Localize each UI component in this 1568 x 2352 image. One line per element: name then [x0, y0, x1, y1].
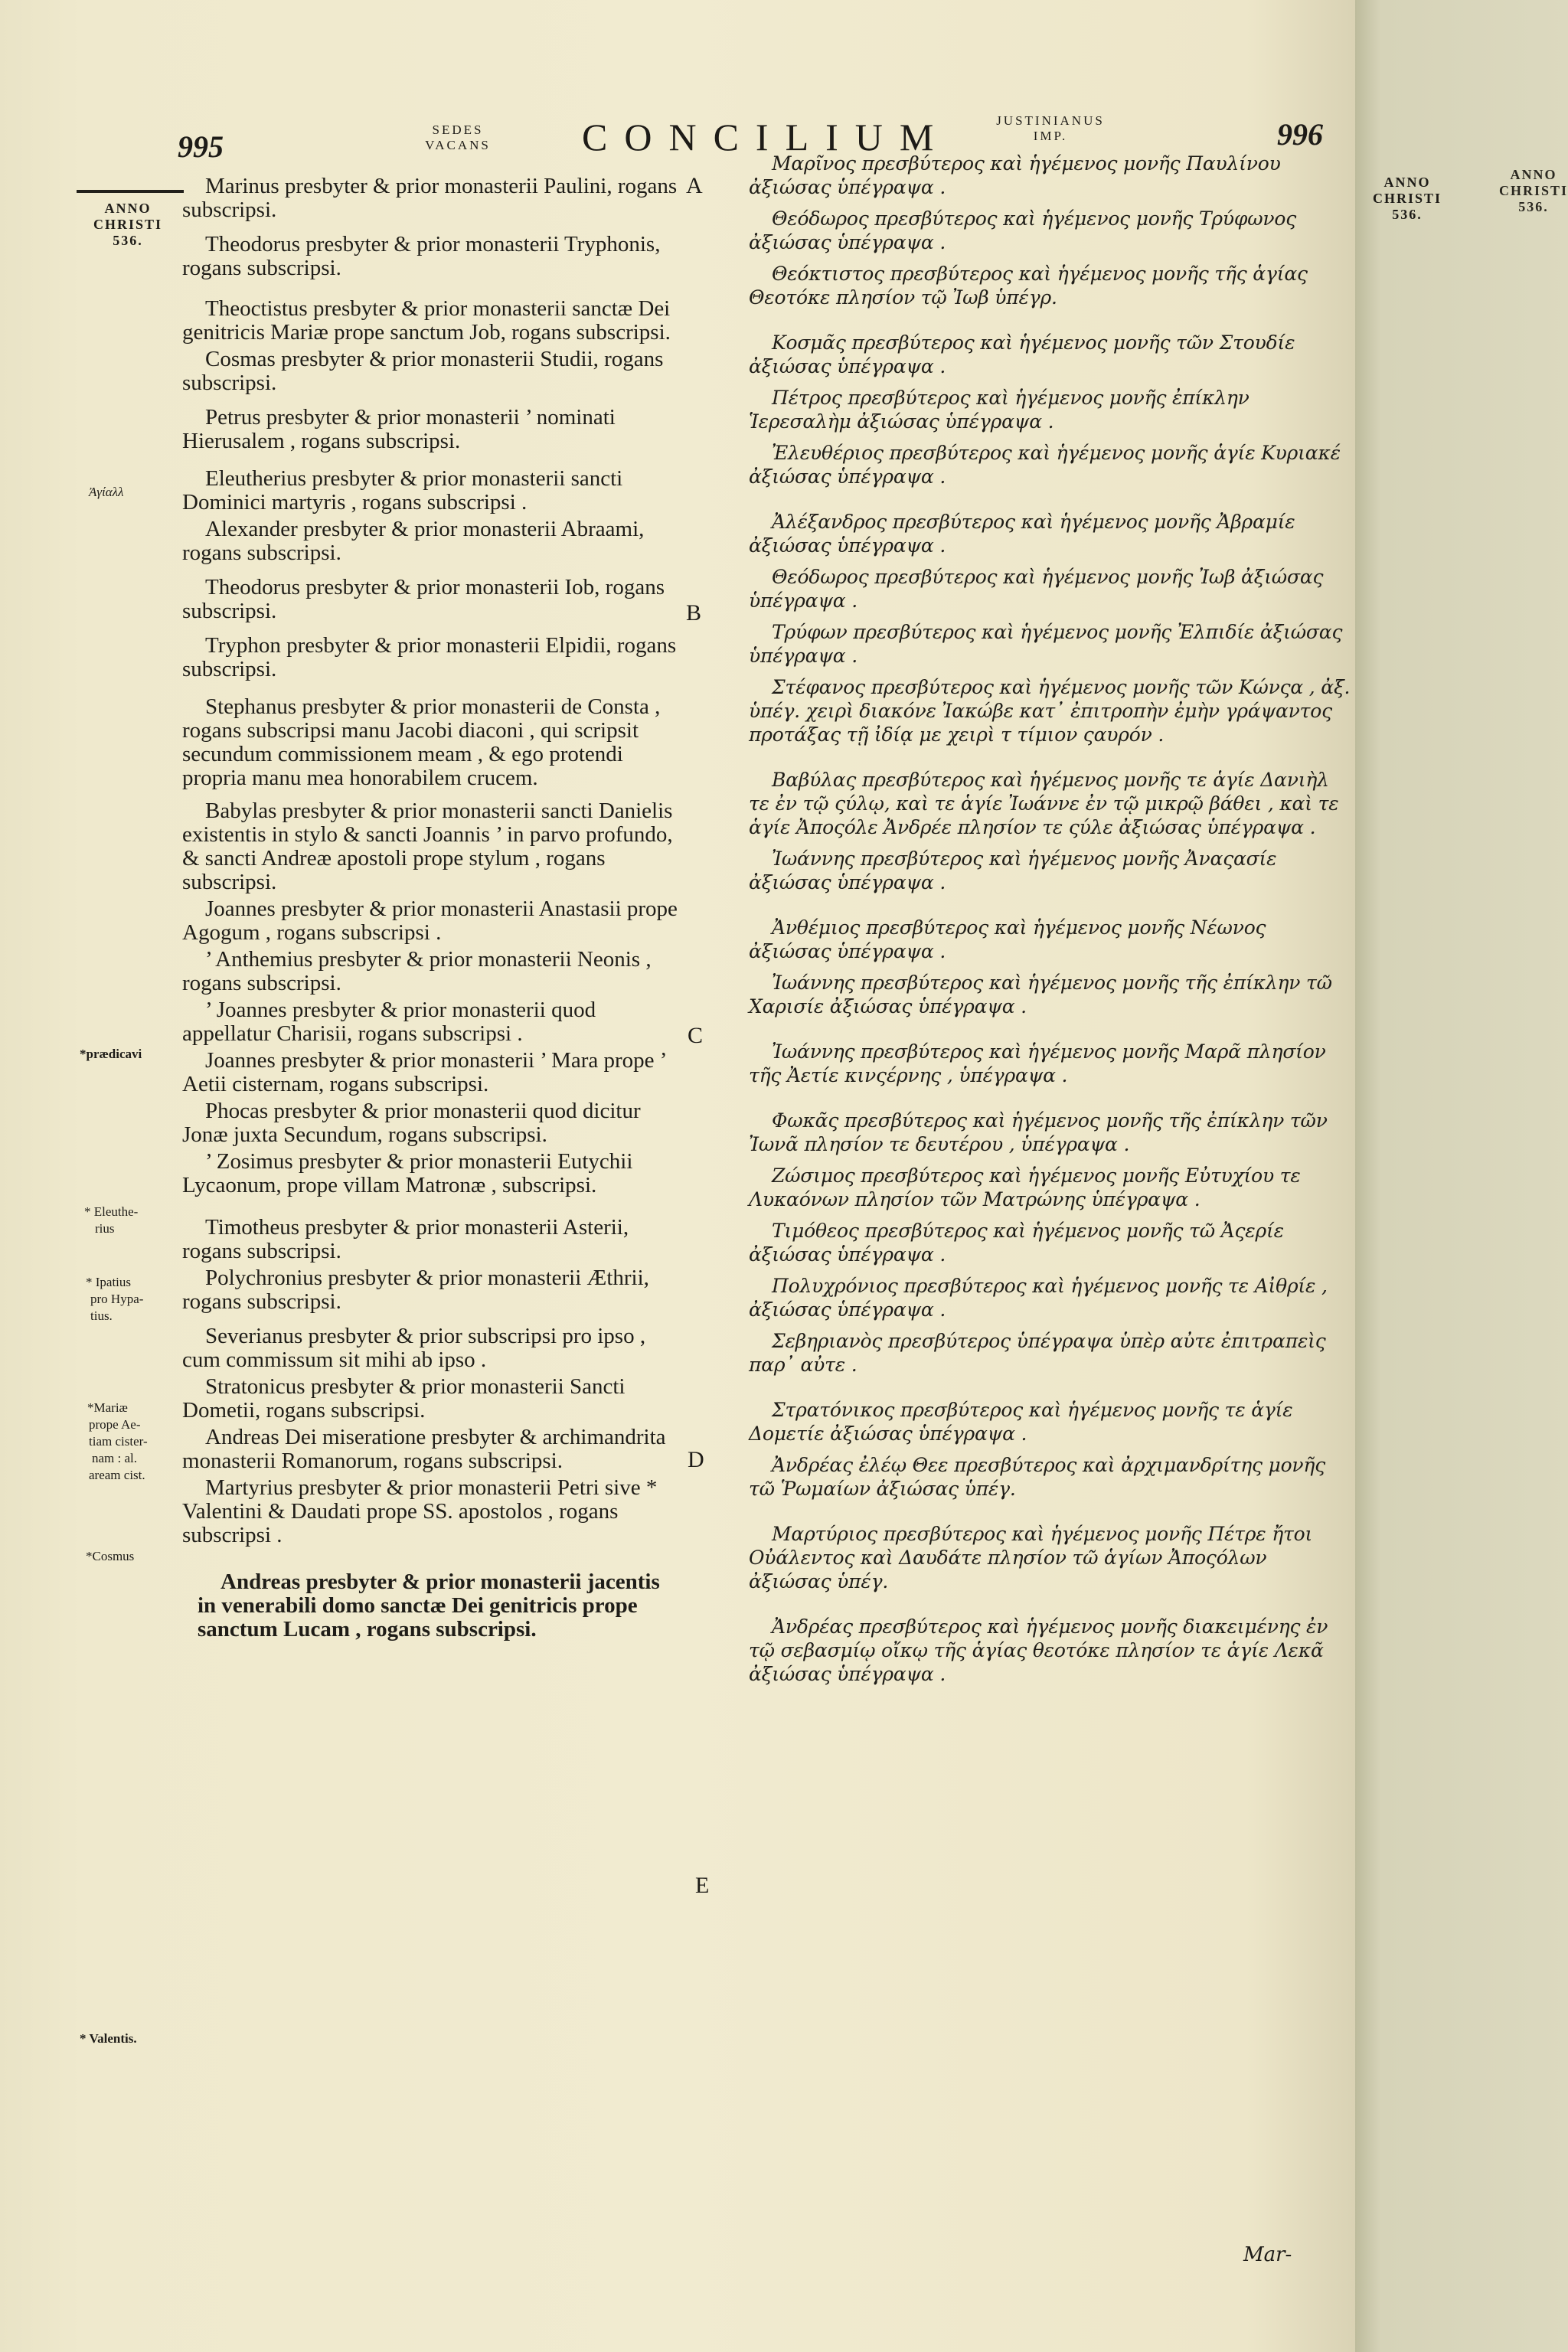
latin-entry: Stratonicus presbyter & prior monasterii Sancti Dometii, rogans subscripsi. — [182, 1374, 626, 1423]
latin-entry: Polychronius presbyter & prior monasterii Æthrii, rogans subscripsi. — [182, 1266, 649, 1314]
margin-note: rius — [95, 1221, 115, 1236]
greek-entry: Πολυχρόνιος πρεσβύτερος καὶ ἡγέμενος μονῆς τε Αἰθρίε , ἀξιώσας ὑπέγραψα . — [749, 1275, 1328, 1321]
greek-entry: Τρύφων πρεσβύτερος καὶ ἡγέμενος μονῆς Ἐλπιδίε ἀξιώσας ὑπέγραψα . — [749, 621, 1343, 667]
greek-entry: Ἀνδρέας πρεσβύτερος καὶ ἡγέμενος μονῆς διακειμένης ἐν τῷ σεβασμίῳ οἴκῳ τῆς ἁγίας θεοτόκε πλησίον τε ἁγίε Λεκᾶ ἀξιώσας ὑπέγραψα . — [749, 1615, 1328, 1685]
greek-entry: Μαρτύριος πρεσβύτερος καὶ ἡγέμενος μονῆς Πέτρε ἤτοι Οὐάλεντος καὶ Δαυδάτε πλησίον τῶ ἁγίων Ἀποςόλων ἀξιώσας ὑπέγ. — [749, 1523, 1313, 1592]
section-letter-b: B — [686, 600, 702, 626]
margin-note: *Cosmus — [86, 1549, 135, 1563]
greek-entry: Θεόκτιστος πρεσβύτερος καὶ ἡγέμενος μονῆς τῆς ἁγίας Θεοτόκε πλησίον τῷ Ἰωβ ὑπέγρ. — [749, 263, 1308, 309]
adjacent-page-edge — [1355, 0, 1568, 2352]
page-996-margin-anno — [1263, 175, 1442, 223]
margin-anno-left — [83, 201, 173, 249]
margin-note: tius. — [90, 1308, 113, 1323]
latin-entry: Phocas presbyter & prior monasterii quod dicitur Jonæ juxta Secundum, rogans subscripsi. — [182, 1099, 641, 1147]
header-vacans: VACANS — [425, 138, 491, 152]
margin-note: prope Ae- — [89, 1417, 141, 1432]
greek-entry: Ἐλευθέριος πρεσβύτερος καὶ ἡγέμενος μονῆς ἁγίε Κυριακέ ἀξιώσας ὑπέγραψα . — [749, 442, 1341, 488]
header-emperor — [966, 113, 1135, 144]
latin-entry: Tryphon presbyter & prior monasterii Elpidii, rogans subscripsi. — [182, 633, 677, 681]
greek-entry: Θεόδωρος πρεσβύτερος καὶ ἡγέμενος μονῆς Ἰωβ ἀξιώσας ὑπέγραψα . — [749, 566, 1324, 612]
greek-entry: Θεόδωρος πρεσβύτερος καὶ ἡγέμενος μονῆς Τρύφωνος ἀξιώσας ὑπέγραψα . — [749, 207, 1297, 253]
latin-entry: Severianus presbyter & prior subscripsi pro ipso , cum commissum sit mihi ab ipso . — [182, 1324, 646, 1372]
latin-entry: Babylas presbyter & prior monasterii sancti Danielis existentis in stylo & sancti Joannis ’ in parvo profundo, & sancti Andreæ apostoli prope stylum , rogans subscripsi. — [182, 799, 673, 894]
latin-entry: Cosmas presbyter & prior monasterii Studii, rogans subscripsi. — [182, 347, 664, 395]
latin-entry: Stephanus presbyter & prior monasterii de Consta , rogans subscripsi manu Jacobi diaconi , qui scripsit secundum commissionem meam , & ego protendi propria manu mea honorabilem crucem. — [182, 694, 661, 790]
margin-note: nam : al. — [92, 1451, 138, 1465]
greek-entry: Κοσμᾶς πρεσβύτερος καὶ ἡγέμενος μονῆς τῶν Στουδίε ἀξιώσας ὑπέγραψα . — [749, 332, 1295, 377]
section-letter-e: E — [695, 1873, 710, 1898]
margin-note: aream cist. — [89, 1468, 145, 1482]
greek-entry: Ἀνθέμιος πρεσβύτερος καὶ ἡγέμενος μονῆς Νέωνος ἀξιώσας ὑπέγραψα . — [749, 916, 1266, 962]
latin-entry: Joannes presbyter & prior monasterii Anastasii prope Agogum , rogans subscripsi . — [182, 897, 678, 945]
header-sedes: SEDES — [432, 122, 484, 137]
margin-note: * Eleuthe- — [84, 1204, 139, 1219]
greek-entry: Τιμόθεος πρεσβύτερος καὶ ἡγέμενος μονῆς τῶ Ἀςερίε ἀξιώσας ὑπέγραψα . — [749, 1220, 1284, 1266]
latin-column — [182, 175, 681, 2257]
margin-note: *prædicavi — [80, 1047, 142, 1061]
greek-entry: Ἀλέξανδρος πρεσβύτερος καὶ ἡγέμενος μονῆς Ἀβραμίε ἀξιώσας ὑπέγραψα . — [749, 511, 1295, 557]
greek-entry: Μαρῖνος πρεσβύτερος καὶ ἡγέμενος μονῆς Παυλίνου ἀξιώσας ὑπέγραψα . — [749, 152, 1281, 198]
header-imp: IMP. — [1033, 129, 1068, 143]
greek-entry: Πέτρος πρεσβύτερος καὶ ἡγέμενος μονῆς ἐπίκλην Ἱερεσαλὴμ ἀξιώσας ὑπέγραψα . — [749, 387, 1250, 433]
next-page-christi-word: CHRISTI — [1499, 183, 1568, 198]
latin-entry: Andreas presbyter & prior monasterii jacentis in venerabili domo sanctæ Dei genitricis prope sanctum Lucam , rogans subscripsi. — [198, 1570, 660, 1642]
page-number-right: 996 — [1277, 117, 1323, 152]
margin-note: tiam cister- — [89, 1434, 148, 1449]
next-page-anno — [1499, 167, 1568, 215]
greek-entry: Ἰωάννης πρεσβύτερος καὶ ἡγέμενος μονῆς Μαρᾶ πλησίον τῆς Ἀετίε κινςέρνης , ὑπέγραψα . — [749, 1040, 1326, 1086]
greek-entry: Στρατόνικος πρεσβύτερος καὶ ἡγέμενος μονῆς τε ἁγίε Δομετίε ἀξιώσας ὑπέγραψα . — [749, 1399, 1293, 1445]
greek-entry: Σεβηριανὸς πρεσβύτερος ὑπέγραψα ὑπὲρ αὐτε ἐπιτραπεὶς παρ᾽ αὐτε . — [749, 1330, 1326, 1376]
margin-christi-word: CHRISTI — [93, 217, 163, 232]
margin-note: *Mariæ — [87, 1400, 128, 1415]
latin-entry: Marinus presbyter & prior monasterii Paulini, rogans subscripsi. — [182, 174, 678, 222]
latin-entry: ’ Zosimus presbyter & prior monasterii Eutychii Lycaonum, prope villam Matronæ , subscripsi. — [182, 1149, 633, 1197]
latin-entry: ’ Anthemius presbyter & prior monasterii Neonis , rogans subscripsi. — [182, 947, 652, 995]
page-996-christi-word: CHRISTI — [1372, 191, 1442, 206]
latin-entry: Martyrius presbyter & prior monasterii Petri sive * Valentini & Daudati prope SS. apostolos , rogans subscripsi . — [182, 1475, 658, 1547]
margin-anno-word: ANNO — [104, 201, 152, 216]
catchword: Mar- — [1243, 2243, 1292, 2266]
next-page-anno-word: ANNO — [1510, 167, 1557, 182]
greek-entry: Ἰωάννης πρεσβύτερος καὶ ἡγέμενος μονῆς τῆς ἐπίκλην τῶ Χαρισίε ἀξιώσας ὑπέγραψα . — [749, 972, 1332, 1018]
greek-entry: Ἀνδρέας ἐλέῳ Θεε πρεσβύτερος καὶ ἀρχιμανδρίτης μονῆς τῶ Ῥωμαίων ἀξιώσας ὑπέγ. — [749, 1454, 1325, 1500]
margin-note: * Valentis. — [80, 2031, 137, 2046]
latin-entry: Alexander presbyter & prior monasterii Abraami, rogans subscripsi. — [182, 517, 645, 565]
latin-entry: ’ Joannes presbyter & prior monasterii quod appellatur Charisii, rogans subscripsi . — [182, 998, 596, 1046]
greek-entry: Φωκᾶς πρεσβύτερος καὶ ἡγέμενος μονῆς τῆς ἐπίκλην τῶν Ἰωνᾶ πλησίον τε δευτέρου , ὑπέγραψα . — [749, 1109, 1328, 1155]
margin-note: pro Hypa- — [90, 1292, 144, 1306]
page-996-year: 536. — [1392, 207, 1423, 222]
latin-entry: Andreas Dei miseratione presbyter & archimandrita monasterii Romanorum, rogans subscripsi. — [182, 1425, 666, 1473]
greek-entry: Στέφανος πρεσβύτερος καὶ ἡγέμενος μονῆς τῶν Κώνςα , ἀξ. ὑπέγ. χειρὶ διακόνε Ἰακώβε κατ᾽ ἐπιτροπὴν ἐμὴν γράψαντος προτάξας τῇ ἰδίᾳ με χειρὶ τ τίμιον ςαυρόν . — [749, 676, 1351, 746]
latin-entry: Timotheus presbyter & prior monasterii Asterii, rogans subscripsi. — [182, 1215, 629, 1263]
latin-entry: Theodorus presbyter & prior monasterii Tryphonis, rogans subscripsi. — [182, 232, 661, 280]
page-title: CONCILIUM — [582, 116, 951, 158]
margin-year: 536. — [113, 233, 143, 248]
next-page-year: 536. — [1518, 199, 1549, 214]
latin-entry: Theoctistus presbyter & prior monasterii sanctæ Dei genitricis Mariæ prope sanctum Job, rogans subscripsi. — [182, 296, 671, 345]
latin-entry: Eleutherius presbyter & prior monasterii sancti Dominici martyris , rogans subscripsi . — [182, 466, 623, 514]
page-number-left: 995 — [178, 129, 224, 164]
section-letter-d: D — [688, 1447, 704, 1472]
latin-entry: Joannes presbyter & prior monasterii ’ Mara prope ’ Aetii cisternam, rogans subscripsi. — [182, 1048, 666, 1096]
margin-note: * Ipatius — [86, 1275, 132, 1289]
section-letter-a: A — [686, 173, 703, 198]
latin-entry: Theodorus presbyter & prior monasterii Iob, rogans subscripsi. — [182, 575, 665, 623]
greek-entry: Βαβύλας πρεσβύτερος καὶ ἡγέμενος μονῆς τε ἁγίε Δανιὴλ τε ἐν τῷ ςύλῳ, καὶ τε ἁγίε Ἰωάννε ἐν τῷ μικρῷ βάθει , καὶ τε ἁγίε Ἀποςόλε Ἀνδρέε πλησίον τε ςύλε ἀξιώσας ὑπέγραψα . — [749, 769, 1339, 838]
header-sedes-vacans — [412, 122, 504, 153]
page-996-anno-word: ANNO — [1383, 175, 1431, 190]
greek-entry: Ζώσιμος πρεσβύτερος καὶ ἡγέμενος μονῆς Εὐτυχίου τε Λυκαόνων πλησίον τῶν Ματρώνης ὑπέγραψα . — [749, 1165, 1301, 1210]
margin-note: Ἀγίαλλ — [89, 485, 124, 499]
greek-column — [749, 152, 1354, 2280]
margin-rule — [77, 190, 184, 193]
latin-entry: Petrus presbyter & prior monasterii ’ nominati Hierusalem , rogans subscripsi. — [182, 405, 616, 453]
header-justinianus: JUSTINIANUS — [996, 113, 1105, 128]
greek-entry: Ἰωάννης πρεσβύτερος καὶ ἡγέμενος μονῆς Ἀναςασίε ἀξιώσας ὑπέγραψα . — [749, 848, 1277, 893]
section-letter-c: C — [688, 1023, 704, 1048]
